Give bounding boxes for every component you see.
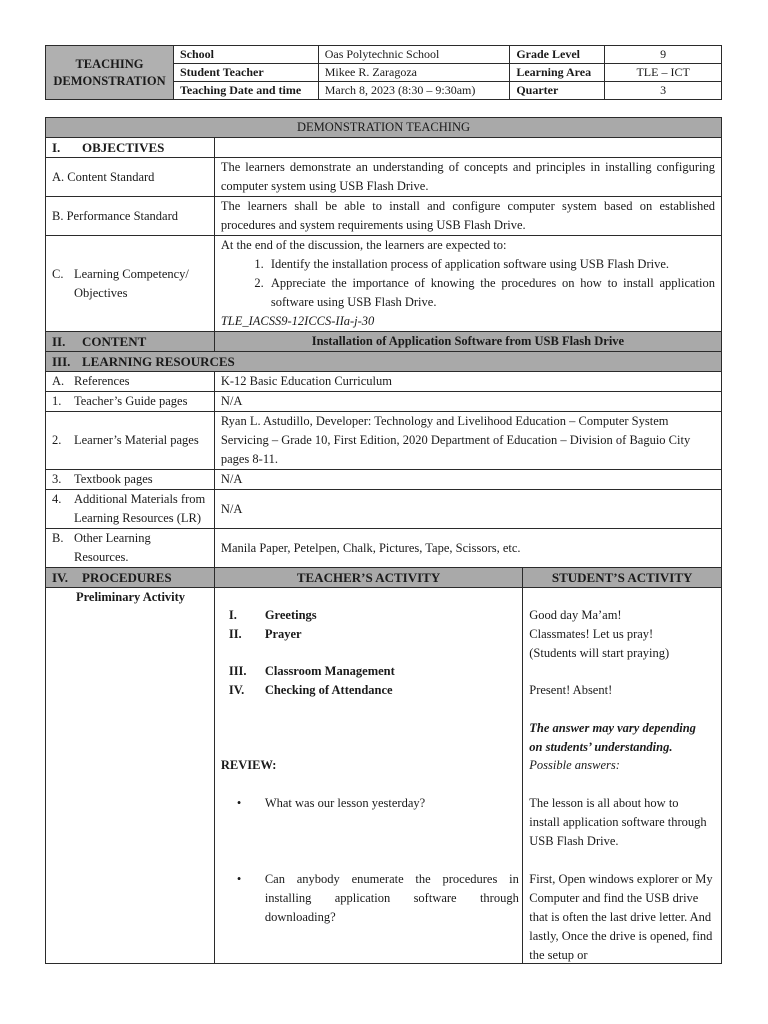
- resource-label: 3. Textbook pages: [46, 470, 215, 490]
- student-response: Good day Ma’am!: [529, 608, 622, 622]
- answer-note: on students’ understanding.: [529, 740, 673, 754]
- procedure-step: II. Prayer: [228, 627, 302, 641]
- resource-value: Ryan L. Astudillo, Developer: Technology and Livelihood Education – Computer System Servicing – Grade 10, First Edition, 2020 Department of Education – Division of Baguio City pages 8-11.: [214, 412, 721, 470]
- review-question: • Can anybody enumerate the procedures in installing application software through downloading?: [236, 872, 519, 924]
- document-title: TEACHING DEMONSTRATION: [46, 46, 174, 100]
- procedure-step: I. Greetings: [228, 608, 317, 622]
- objective-item: 1. Identify the installation process of application software using USB Flash Drive.: [267, 255, 715, 274]
- procedure-step: III. Classroom Management: [228, 664, 395, 678]
- resource-label: 1. Teacher’s Guide pages: [46, 392, 215, 412]
- grade-level-value: 9: [605, 46, 722, 64]
- school-value: Oas Polytechnic School: [318, 46, 510, 64]
- student-answer: First, Open windows explorer or My Computer and find the USB drive that is often the last drive letter. And lastly, Once the drive is opened, find the setup or: [529, 872, 713, 962]
- content-standard-text: The learners demonstrate an understanding of concepts and principles in installing configuring computer system using USB Flash Drive.: [214, 158, 721, 197]
- quarter-value: 3: [605, 82, 722, 100]
- teacher-activity-cell: [214, 588, 522, 964]
- preliminary-activity-label: Preliminary Activity: [75, 590, 186, 604]
- resource-label: A. References: [46, 372, 215, 392]
- resource-label: 2. Learner’s Material pages: [46, 412, 215, 470]
- teaching-date-label: Teaching Date and time: [173, 82, 318, 100]
- resource-value: Manila Paper, Petelpen, Chalk, Pictures, Tape, Scissors, etc.: [214, 529, 721, 568]
- competency-text: [214, 236, 721, 332]
- competency-code: TLE_IACSS9-12ICCS-IIa-j-30: [220, 314, 375, 328]
- content-heading: II. CONTENT: [46, 332, 215, 352]
- school-label: School: [173, 46, 318, 64]
- student-response: Classmates! Let us pray!: [529, 627, 654, 641]
- learning-resources-heading: III. LEARNING RESOURCES: [46, 352, 722, 372]
- resource-value: K-12 Basic Education Curriculum: [214, 372, 721, 392]
- student-activity-cell: [523, 588, 722, 964]
- objectives-empty-cell: [214, 138, 721, 158]
- procedure-step: IV. Checking of Attendance: [228, 683, 393, 697]
- content-standard-label: A. Content Standard: [46, 158, 215, 197]
- procedure-phase-cell: [46, 588, 215, 964]
- quarter-label: Quarter: [510, 82, 605, 100]
- possible-answers-label: Possible answers:: [529, 758, 620, 772]
- review-label: REVIEW:: [220, 758, 277, 772]
- teaching-date-value: March 8, 2023 (8:30 – 9:30am): [318, 82, 510, 100]
- student-activity-header: STUDENT’S ACTIVITY: [523, 568, 722, 588]
- learning-area-label: Learning Area: [510, 64, 605, 82]
- lesson-plan-table: [45, 117, 722, 964]
- answer-note: The answer may vary depending: [529, 721, 696, 735]
- performance-standard-text: The learners shall be able to install and configure computer system based on established procedures and system requirements using USB Flash Drive.: [214, 197, 721, 236]
- objectives-list: [221, 255, 715, 312]
- grade-level-label: Grade Level: [510, 46, 605, 64]
- student-response: (Students will start praying): [529, 646, 670, 660]
- student-response: Present! Absent!: [529, 683, 613, 697]
- resource-value: N/A: [214, 392, 721, 412]
- resource-value: N/A: [214, 490, 721, 529]
- header-table: [45, 45, 722, 100]
- teacher-activity-header: TEACHER’S ACTIVITY: [214, 568, 522, 588]
- competency-label: C. Learning Competency/ Objectives: [46, 236, 215, 332]
- content-topic: Installation of Application Software from USB Flash Drive: [214, 332, 721, 352]
- student-answer: The lesson is all about how to install application software through USB Flash Drive.: [529, 796, 707, 848]
- section-title: DEMONSTRATION TEACHING: [46, 118, 722, 138]
- objectives-heading: I. OBJECTIVES: [46, 138, 215, 158]
- objective-item: 2. Appreciate the importance of knowing the procedures on how to install application software using USB Flash Drive.: [267, 274, 715, 312]
- performance-standard-label: B. Performance Standard: [46, 197, 215, 236]
- resource-value: N/A: [214, 470, 721, 490]
- review-question: • What was our lesson yesterday?: [236, 796, 426, 810]
- procedures-heading: IV. PROCEDURES: [46, 568, 215, 588]
- competency-intro: At the end of the discussion, the learners are expected to:: [220, 238, 507, 252]
- resource-label: B. Other Learning Resources.: [46, 529, 215, 568]
- student-teacher-label: Student Teacher: [173, 64, 318, 82]
- learning-area-value: TLE – ICT: [605, 64, 722, 82]
- resource-label: 4. Additional Materials from Learning Resources (LR): [46, 490, 215, 529]
- student-teacher-value: Mikee R. Zaragoza: [318, 64, 510, 82]
